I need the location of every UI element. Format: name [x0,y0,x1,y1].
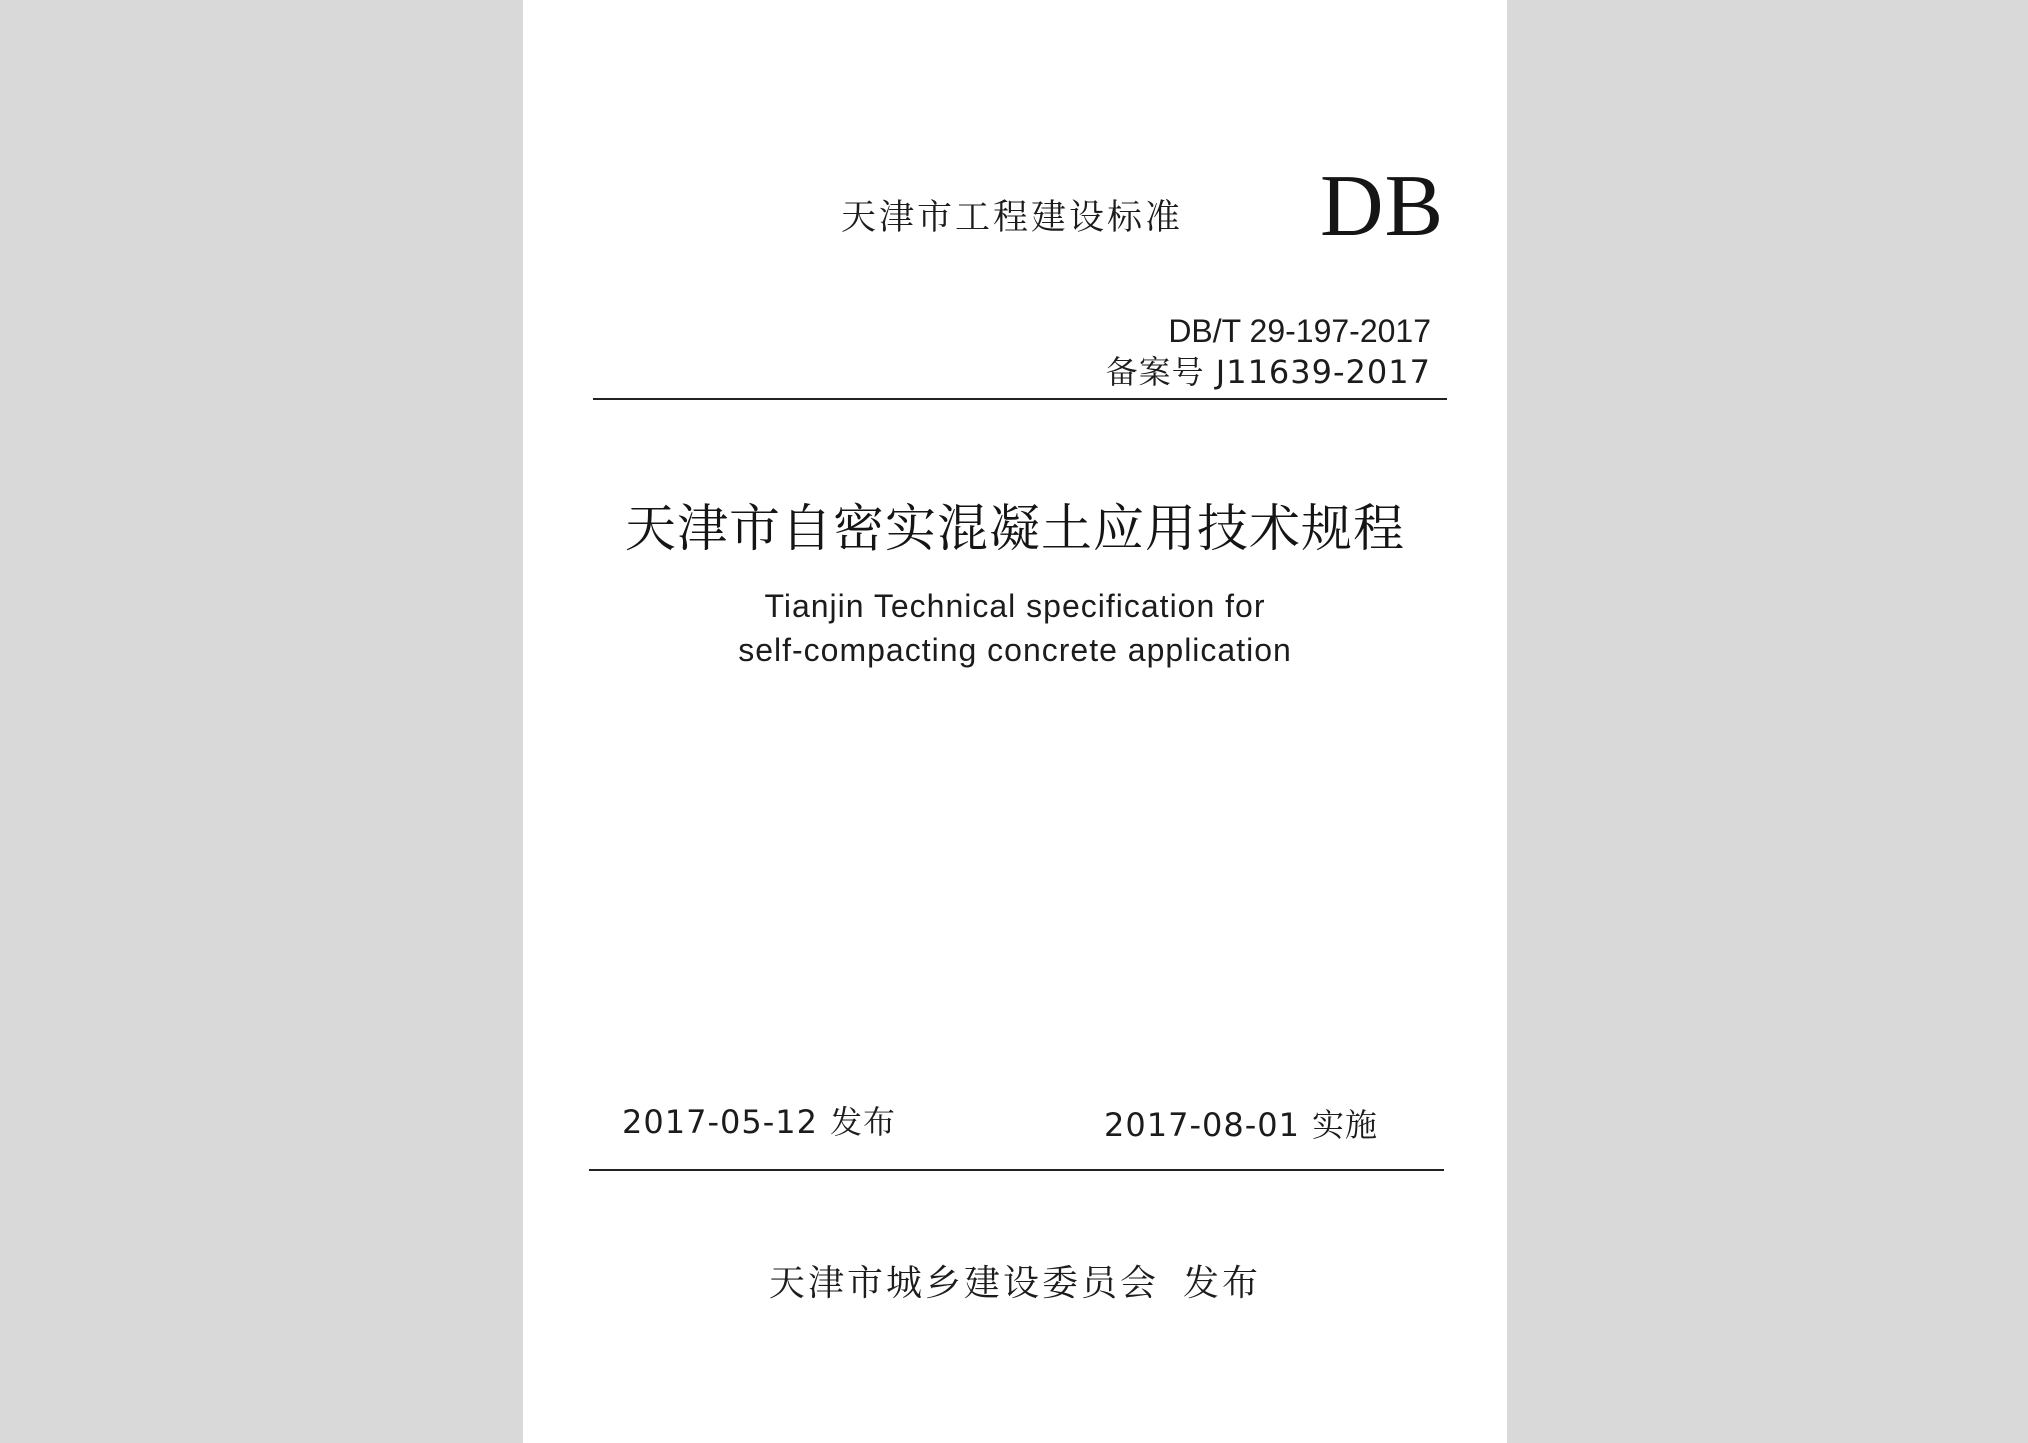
bottom-divider [589,1169,1444,1171]
publisher-label: 发布 [1183,1263,1262,1304]
title-english-line-1: Tianjin Technical specification for [764,588,1266,624]
issue-date: 2017-05-12 [622,1103,818,1141]
implement-label: 实施 [1311,1106,1378,1144]
db-logo: DB [1320,158,1445,255]
implement-date: 2017-08-01 [1104,1106,1300,1144]
document-page [523,0,1507,1443]
issue-label: 发布 [829,1103,896,1141]
standard-series: 天津市工程建设标准 [841,198,1184,238]
top-divider [593,398,1447,400]
filing-number: 备案号 J11639-2017 [1105,353,1431,391]
publisher-name: 天津市城乡建设委员会 [768,1263,1159,1304]
standard-code: DB/T 29-197-2017 [1168,313,1431,349]
implement-date-block [1104,1105,1378,1145]
title-chinese: 天津市自密实混凝土应用技术规程 [624,500,1405,559]
title-english [523,584,1507,672]
issue-date-block [622,1102,896,1142]
title-english-line-2: self-compacting concrete application [738,632,1292,668]
publisher-line [523,1262,1507,1306]
